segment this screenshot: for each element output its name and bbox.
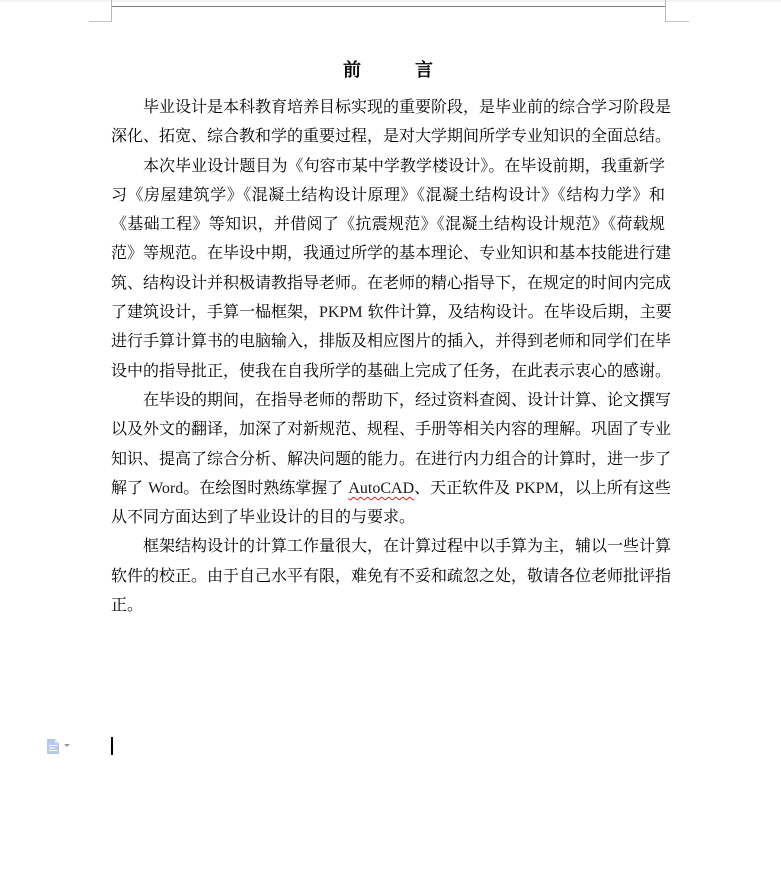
latin-word-word: Word: [148, 479, 184, 497]
paragraph-4-line-3: 正。: [111, 595, 144, 615]
text-run: 。在绘图时熟练掌握了: [183, 477, 349, 497]
page-top-edge: [0, 0, 781, 2]
latin-word-pkpm: PKPM: [515, 479, 559, 497]
paragraph-3-line-3: 知识、提高了综合分析、解决问题的能力。在进行内力组合的计算时，进一步了: [111, 448, 672, 468]
page-title: 前 言: [343, 60, 433, 81]
document-body[interactable]: [111, 92, 672, 619]
paragraph-2-line-4: 范》等规范。在毕设中期，我通过所学的基本理论、专业知识和基本技能进行建: [111, 243, 672, 263]
right-margin-corner-mark: [665, 0, 666, 22]
spell-error-autocad[interactable]: AutoCAD: [348, 479, 415, 497]
right-margin-corner-tick: [666, 21, 689, 22]
paragraph-2-line-6: [111, 297, 672, 326]
paragraph-4-line-2: 软件的校正。由于自己水平有限，难免有不妥和疏忽之处，敬请各位老师批评指: [111, 565, 672, 585]
paragraph-3-line-4: [111, 473, 671, 502]
paragraph-2-line-7: 进行手算计算书的电脑输入，排版及相应图片的插入，并得到老师和同学们在毕: [111, 331, 672, 351]
paragraph-3-line-2: 以及外文的翻译，加深了对新规范、规程、手册等相关内容的理解。巩固了专业: [111, 419, 672, 439]
paragraph-4-line-1: 框架结构设计的计算工作量很大，在计算过程中以手算为主，辅以一些计算: [143, 536, 672, 556]
text-run: ，以上所有这些: [558, 477, 671, 497]
header-rule: [112, 6, 665, 7]
paragraph-2-line-8: 设中的指导批正，使我在自我所学的基础上完成了任务，在此表示衷心的感谢。: [111, 360, 672, 380]
paragraph-1-line-2: 深化、拓宽、综合教和学的重要过程，是对大学期间所学专业知识的全面总结。: [111, 126, 672, 146]
text-run: 、天正软件及: [414, 477, 516, 497]
paragraph-1-line-1: 毕业设计是本科教育培养目标实现的重要阶段，是毕业前的综合学习阶段是: [143, 97, 672, 116]
text-run: 解了: [111, 477, 149, 497]
latin-word-pkpm: PKPM: [319, 304, 363, 322]
text-cursor: [111, 737, 113, 755]
document-icon-glyph: [46, 739, 60, 754]
chevron-down-icon[interactable]: [64, 744, 70, 747]
left-margin-corner-tick: [89, 21, 112, 22]
text-run: 了建筑设计，手算一榀框架，: [111, 302, 320, 322]
paragraph-2-line-2: 习《房屋建筑学》《混凝土结构设计原理》《混凝土结构设计》《结构力学》和: [111, 184, 665, 204]
paragraph-3-line-5: 从不同方面达到了毕业设计的目的与要求。: [111, 507, 416, 527]
paragraph-2-line-1: 本次毕业设计题目为《句容市某中学教学楼设计》。在毕设前期，我重新学: [143, 155, 665, 175]
paragraph-2-line-3: 《基础工程》等知识，并借阅了《抗震规范》《混凝土结构设计规范》《荷载规: [111, 214, 665, 234]
left-margin-corner-mark: [111, 0, 112, 22]
paragraph-2-line-5: 筑、结构设计并积极请教指导老师。在老师的精心指导下，在规定的时间内完成: [111, 272, 672, 292]
document-icon[interactable]: [46, 739, 60, 754]
paragraph-3-line-1: 在毕设的期间，在指导老师的帮助下，经过资料查阅、设计计算、论文撰写: [143, 389, 672, 409]
text-run: 软件计算，及结构设计。在毕设后期，主要: [362, 302, 672, 322]
